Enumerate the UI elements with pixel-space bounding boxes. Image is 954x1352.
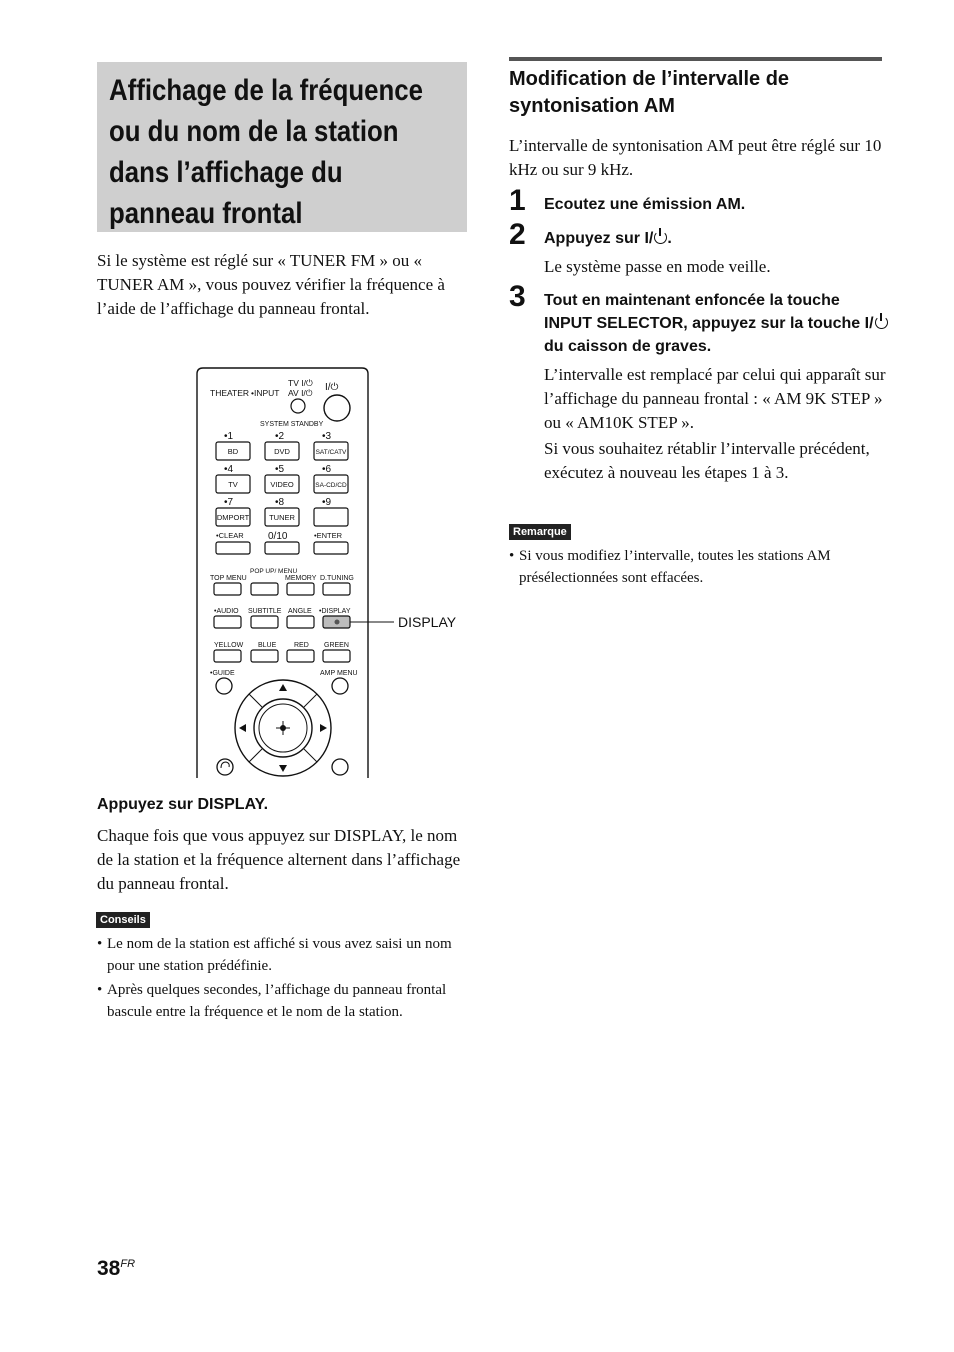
note-tag: Remarque: [509, 524, 571, 540]
remote-label: BLUE: [258, 642, 277, 649]
remote-label: •DISPLAY: [319, 608, 351, 615]
right-intro: L’intervalle de syntonisation AM peut être réglé sur 10 kHz ou sur 9 kHz.: [509, 136, 882, 179]
step-number: 3: [509, 280, 526, 313]
remote-button-label: SA-CD/CD: [315, 482, 347, 489]
remote-label: ANGLE: [288, 608, 312, 615]
remote-label: POP UP/ MENU: [250, 568, 298, 575]
step-heading: [544, 227, 889, 250]
power-icon: [875, 316, 888, 329]
section-title-box: [97, 62, 467, 232]
step-number: 2: [509, 218, 526, 251]
remote-control-illustration: [190, 362, 480, 782]
step-heading-text: .: [667, 230, 672, 247]
remote-label: 0/10: [268, 531, 288, 542]
title-line: panneau frontal: [109, 197, 303, 230]
remote-label: •INPUT: [251, 388, 280, 398]
step-heading: Ecoutez une émission AM.: [544, 196, 746, 213]
step-heading-text: du caisson de graves.: [544, 338, 712, 355]
remote-label: •3: [322, 431, 332, 442]
remote-label: •5: [275, 464, 285, 475]
remote-label: •AUDIO: [214, 608, 239, 615]
tips-tag: Conseils: [96, 912, 150, 928]
remote-label: •4: [224, 464, 234, 475]
remote-label: •2: [275, 431, 285, 442]
title-line: Affichage de la fréquence: [109, 74, 423, 107]
remote-label: MEMORY: [285, 575, 317, 582]
step-body: L’intervalle est remplacé par celui qui apparaît sur l’affichage du panneau frontal : « AM 9K STEP » ou « AM10K STEP ».: [544, 365, 886, 432]
remote-button-label: DMPORT: [216, 513, 250, 522]
remote-button-label: SAT/CATV: [315, 449, 347, 456]
remote-label: AMP MENU: [320, 670, 358, 677]
remote-label: RED: [294, 642, 309, 649]
remote-label: GREEN: [324, 642, 349, 649]
remote-label: •7: [224, 497, 234, 508]
step-heading-text: Tout en maintenant enfoncée la touche INPUT SELECTOR, appuyez sur la touche I/: [544, 292, 874, 332]
left-step-heading: Appuyez sur DISPLAY.: [97, 796, 269, 813]
subsection-title-line: Modification de l’intervalle de: [509, 68, 790, 90]
tip-item: • Après quelques secondes, l’affichage du panneau frontal bascule entre la fréquence et le nom de la station.: [97, 980, 469, 1023]
subsection-title-line: syntonisation AM: [509, 95, 675, 117]
remote-button-label: VIDEO: [270, 480, 294, 489]
step-number: 1: [509, 184, 526, 217]
page-language: FR: [120, 1258, 136, 1270]
remote-label: •6: [322, 464, 332, 475]
step-body: Le système passe en mode veille.: [544, 257, 771, 276]
tip-item: • Le nom de la station est affiché si vous avez saisi un nom pour une station prédéfinie.: [97, 934, 469, 977]
remote-label: •9: [322, 497, 332, 508]
remote-label: •GUIDE: [210, 670, 235, 677]
display-callout-label: DISPLAY: [398, 614, 457, 630]
remote-button-label: BD: [227, 447, 239, 456]
page-number: [97, 1257, 135, 1281]
remote-label: •CLEAR: [216, 531, 244, 540]
remote-label: •ENTER: [314, 531, 343, 540]
remote-label: I/⏻: [325, 382, 339, 393]
remote-label: YELLOW: [214, 642, 244, 649]
remote-label: •1: [224, 431, 234, 442]
remote-label: SYSTEM STANDBY: [260, 421, 324, 428]
tips-list: [97, 934, 469, 1026]
remote-label: •8: [275, 497, 285, 508]
intro-paragraph: Si le système est réglé sur « TUNER FM » ou « TUNER AM », vous pouvez vérifier la fréquence à l’aide de l’affichage du panneau frontal.: [97, 251, 445, 318]
remote-label: D.TUNING: [320, 575, 354, 582]
title-line: ou du nom de la station: [109, 115, 399, 148]
remote-label: TV I/⏻: [288, 378, 313, 388]
note-item: • Si vous modifiez l’intervalle, toutes les stations AM présélectionnées sont effacées.: [509, 546, 885, 589]
step-body: Si vous souhaitez rétablir l’intervalle précédent, exécutez à nouveau les étapes 1 à 3.: [544, 439, 870, 482]
section-rule: [509, 57, 882, 61]
subsection-title: [509, 66, 889, 120]
title-line: dans l’affichage du: [109, 156, 343, 189]
note: [509, 546, 885, 592]
section-title: [109, 70, 423, 234]
step-heading: [544, 289, 889, 358]
left-step-body: Chaque fois que vous appuyez sur DISPLAY, le nom de la station et la fréquence alternent dans l’affichage du panneau frontal.: [97, 826, 461, 893]
remote-button-label: DVD: [274, 447, 290, 456]
remote-label: THEATER: [210, 388, 250, 398]
step-heading-text: Appuyez sur I/: [544, 230, 654, 247]
remote-label: TOP MENU: [210, 575, 247, 582]
remote-button-label: TUNER: [269, 513, 295, 522]
remote-label: SUBTITLE: [248, 608, 282, 615]
remote-label: AV I/⏻: [288, 388, 313, 398]
power-icon: [654, 231, 667, 244]
remote-button-label: TV: [228, 480, 238, 489]
page-number-value: 38: [97, 1257, 121, 1280]
